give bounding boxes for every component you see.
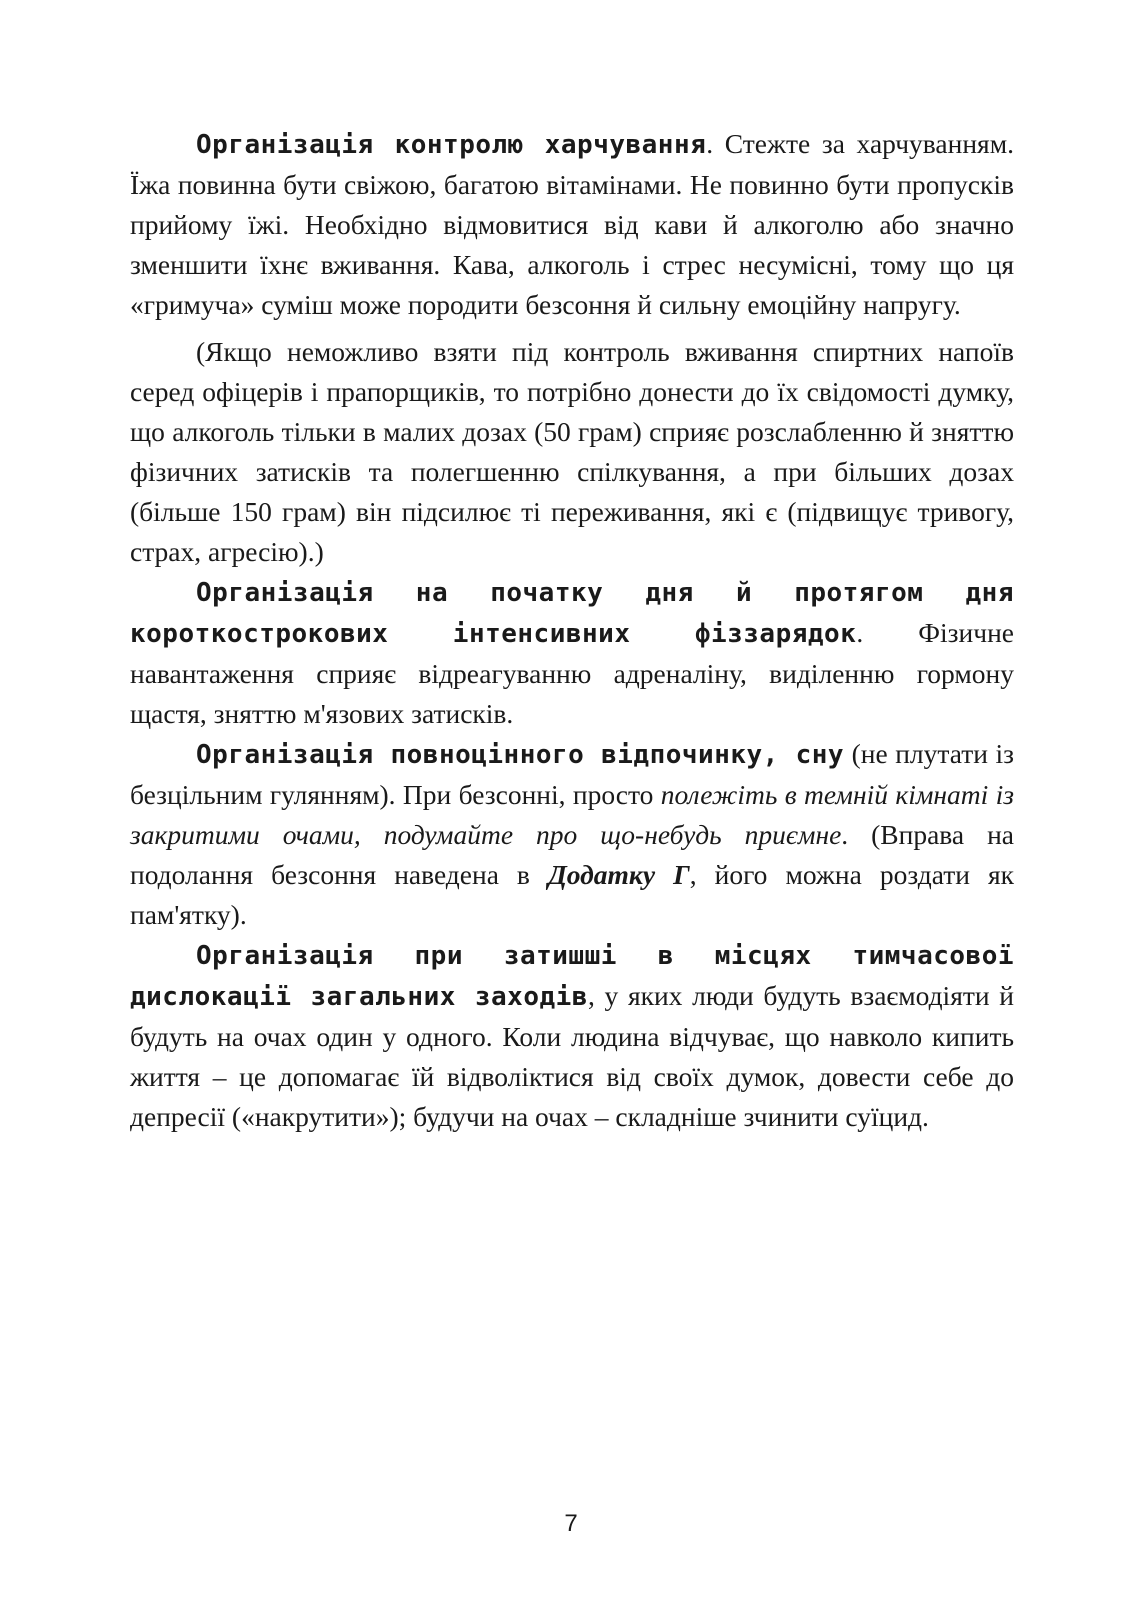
page-body	[130, 124, 1014, 1137]
paragraph-alcohol-note	[130, 332, 1014, 572]
paragraph-text: (Якщо неможливо взяти під контроль вживання спиртних напоїв серед офіцерів і прапорщиків, то потрібно донести до їх свідомості думку, що алкоголь тільки в малих дозах (50 грам) сприяє розслабленню й зняттю фізичних затисків та полегшенню спілкування, а при більших дозах (більше 150 грам) він підсилює ті переживання, які є (підвищує тривогу, страх, агресію).)	[130, 336, 1014, 567]
paragraph-text: , його можна роздати як пам'ятку).	[130, 859, 1014, 930]
page-number: 7	[564, 1510, 578, 1537]
paragraph-nutrition-control	[130, 124, 1014, 325]
paragraph-heading: Організація при затишші в місцях тимчасової дислокації загальних заходів	[130, 941, 1014, 1012]
paragraph-rest-sleep	[130, 734, 1014, 935]
paragraph-heading: Організація повноцінного відпочинку, сну	[196, 740, 845, 770]
paragraph-text: (не плутати із безцільним гулянням). При безсонні, просто	[130, 738, 1014, 810]
appendix-reference: Додатку Г	[547, 859, 690, 890]
paragraph-exercise	[130, 572, 1014, 734]
paragraph-text: , у яких люди будуть взаємодіяти й будуть на очах один у одного. Коли людина відчуває, що навколо кипить життя – це допомагає їй відволіктися від своїх думок, довести себе до депресії («накрутити»); будучи на очах – складніше зчинити суїцид.	[130, 980, 1014, 1132]
paragraph-heading: Організація на початку дня й протягом дня короткострокових інтенсивних фіззарядок	[130, 578, 1014, 649]
paragraph-text: . (Вправа на подолання безсоння наведена в	[130, 819, 1014, 890]
paragraph-text: . Стежте за харчуванням. Їжа повинна бути свіжою, багатою вітамінами. Не повинно бути пропусків прийому їжі. Необхідно відмовитися від кави й алкоголю або значно зменшити їхнє вживання. Кава, алкоголь і стрес несумісні, тому що ця «гримуча» суміш може породити безсоння й сильну емоційну напругу.	[130, 128, 1014, 320]
paragraph-heading: Організація контролю харчування	[196, 130, 707, 160]
italic-advice: полежіть в темній кімнаті із закритими очами, подумайте про що-небудь приємне	[130, 779, 1015, 850]
paragraph-text: . Фізичне навантаження сприяє відреагуванню адреналіну, виділенню гормону щастя, зняттю м'язових затисків.	[130, 617, 1014, 729]
paragraph-group-activities	[130, 935, 1014, 1137]
